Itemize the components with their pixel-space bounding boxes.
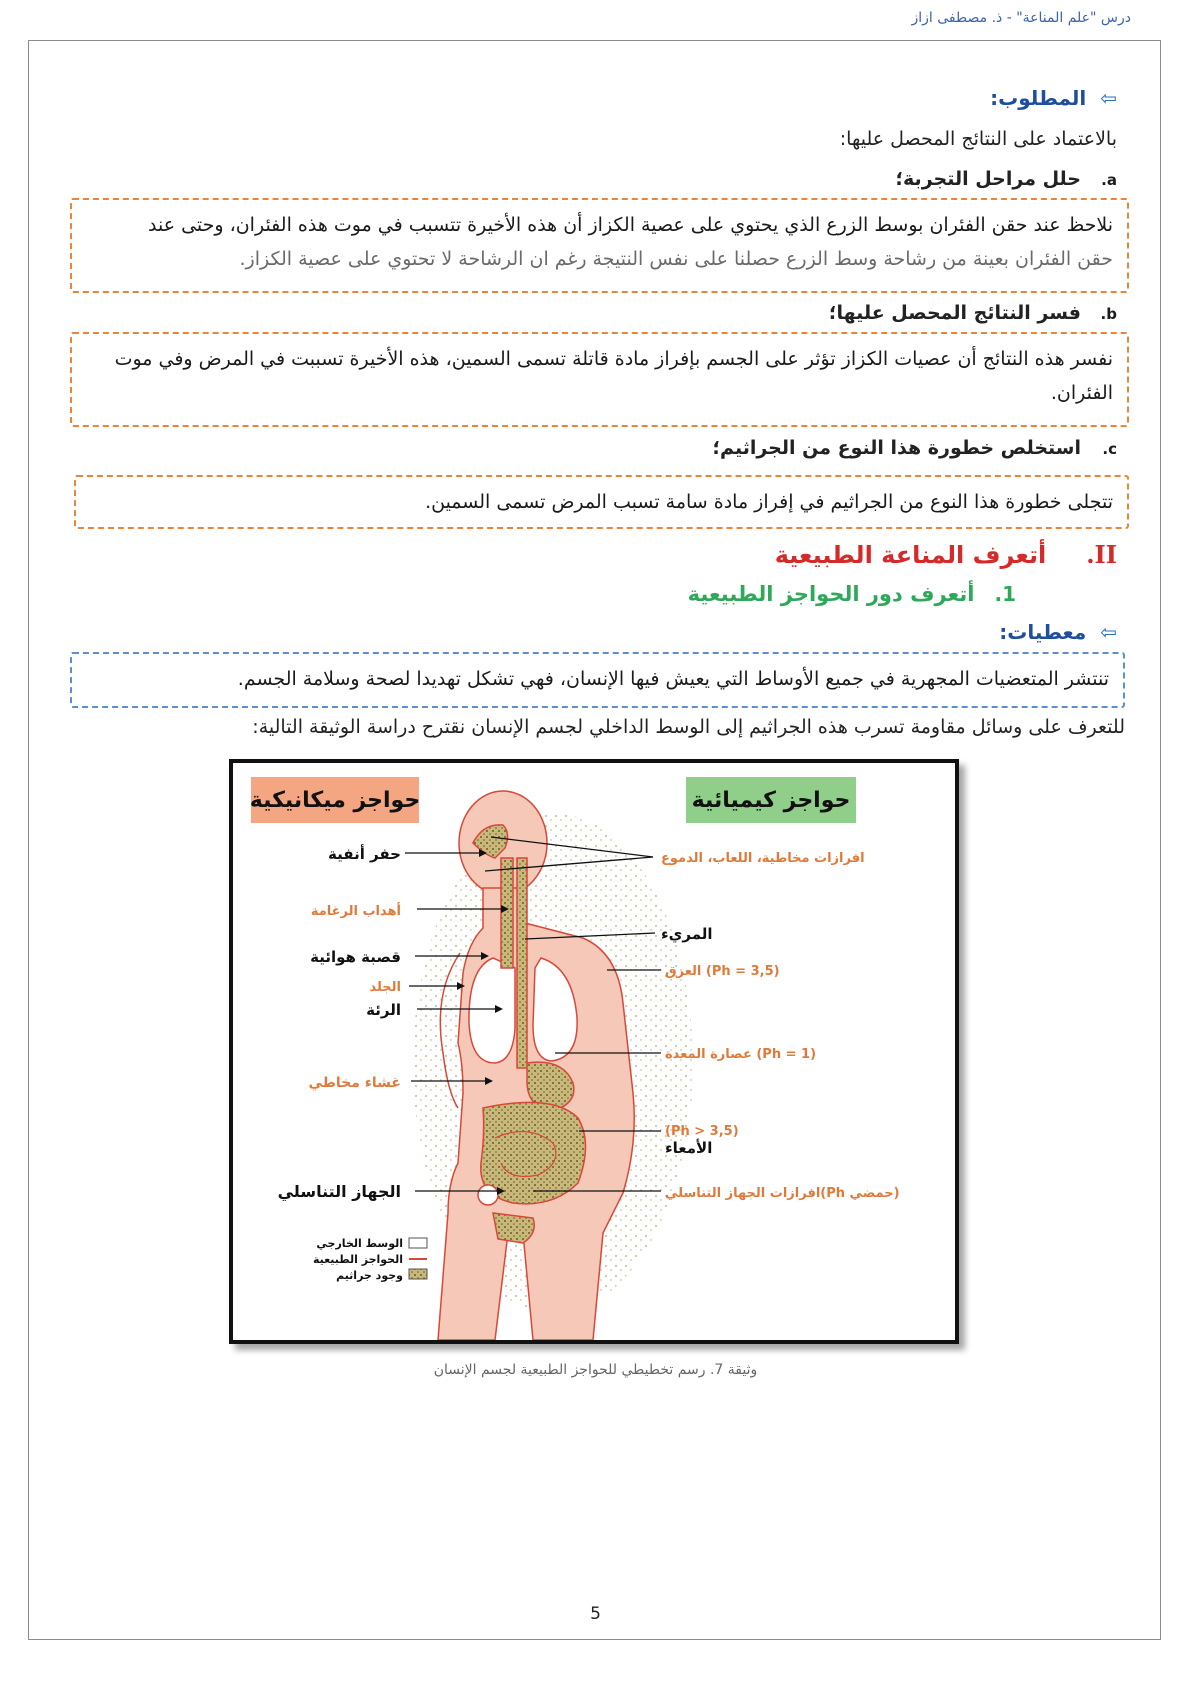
givens-heading <box>999 620 1117 644</box>
answer-line: نفسر هذه النتائج أن عصيات الكزاز تؤثر على الجسم بإفراز مادة قاتلة تسمى السمين، هذه الأخيرة تسببت في المرض وفي موت <box>114 348 1113 370</box>
answer-line: الفئران. <box>1050 382 1113 404</box>
answer-box-c <box>74 475 1129 529</box>
arrow-icon: ⇦ <box>1100 86 1117 110</box>
givens-text: تنتشر المتعضيات المجهرية في جميع الأوساط التي يعيش فيها الإنسان، فهي تشكل تهديدا لصحة وسلامة الجسم. <box>237 668 1109 690</box>
body-diagram <box>233 763 955 1340</box>
givens-intro: للتعرف على وسائل مقاومة تسرب هذه الجراثيم إلى الوسط الداخلي لجسم الإنسان نقترح دراسة الوثيقة التالية: <box>252 716 1125 738</box>
subsection-heading <box>688 582 1016 606</box>
legend-germs: وجود جراثيم <box>336 1269 403 1282</box>
page-number: 5 <box>590 1604 601 1624</box>
arrow-icon: ⇦ <box>1100 620 1117 644</box>
label-trachea: قصبة هوائية <box>310 948 401 966</box>
required-heading <box>990 86 1117 110</box>
figure-caption: وثيقة 7. رسم تخطيطي للحواجز الطبيعية لجسم الإنسان <box>433 1362 758 1378</box>
question-letter: a. <box>1101 171 1117 189</box>
answer-box-a <box>70 198 1129 293</box>
label-mucosa: غشاء مخاطي <box>308 1075 401 1091</box>
answer-line: حقن الفئران بعينة من رشاحة وسط الزرع حصلنا على نفس النتيجة رغم ان الرشاحة لا تحتوي على عصية الكزاز. <box>239 248 1113 270</box>
question-c <box>712 437 1117 459</box>
chemical-title: حواجز كيميائية <box>691 788 851 813</box>
legend-external: الوسط الخارجي <box>316 1237 403 1250</box>
label-nasal: حفر أنفية <box>328 845 401 863</box>
question-text: حلل مراحل التجربة؛ <box>895 168 1081 190</box>
label-genital: الجهاز التناسلي <box>277 1182 401 1201</box>
label-hairs: أهداب الرغامة <box>310 904 401 919</box>
question-letter: b. <box>1100 305 1117 323</box>
label-esophagus: المريء <box>661 925 713 943</box>
subsection-title: أتعرف دور الحواجز الطبيعية <box>687 582 975 606</box>
label-secretions: افرازات مخاطية، اللعاب، الدموع <box>661 851 865 866</box>
question-letter: c. <box>1102 440 1117 458</box>
page-header: درس "علم المناعة" - ذ. مصطفى ازاز <box>911 10 1131 26</box>
question-a <box>895 168 1117 190</box>
label-intestine: الأمعاء <box>665 1139 713 1157</box>
answer-box-b <box>70 332 1129 427</box>
question-text: فسر النتائج المحصل عليها؛ <box>828 302 1081 324</box>
answer-line: نلاحظ عند حقن الفئران بوسط الزرع الذي يحتوي على عصية الكزاز أن هذه الأخيرة تتسبب في موت هذه الفئران، وحتى عند <box>147 214 1113 236</box>
label-genital-secretions: افرازات الجهاز التناسلي(Ph حمضي) <box>665 1186 900 1201</box>
question-text: استخلص خطورة هذا النوع من الجراثيم؛ <box>712 437 1081 459</box>
label-gastric: عصارة المعدة (Ph = 1) <box>665 1047 817 1062</box>
legend-barriers: الحواجز الطبيعية <box>312 1253 403 1266</box>
label-lung: الرئة <box>366 1001 401 1019</box>
section-title: أتعرف المناعة الطبيعية <box>774 541 1047 569</box>
givens-title: معطيات: <box>999 620 1087 644</box>
subsection-number: 1. <box>994 582 1016 606</box>
label-sweat: العرق (Ph = 3,5) <box>665 964 780 979</box>
bladder <box>478 1185 498 1205</box>
label-skin: الجلد <box>369 980 401 995</box>
givens-box <box>70 652 1125 708</box>
label-intestine-ph: (Ph > 3,5) <box>665 1124 739 1139</box>
answer-line: تتجلى خطورة هذا النوع من الجراثيم في إفراز مادة سامة تسبب المرض تسمى السمين. <box>425 491 1113 513</box>
natural-barriers-figure <box>229 759 959 1344</box>
required-intro: بالاعتماد على النتائج المحصل عليها: <box>839 128 1117 150</box>
section-heading <box>775 540 1117 569</box>
mechanical-title: حواجز ميكانيكية <box>249 788 421 813</box>
section-number: II. <box>1086 540 1117 569</box>
legend <box>313 1237 427 1282</box>
required-title: المطلوب: <box>990 86 1087 110</box>
question-b <box>829 302 1117 324</box>
